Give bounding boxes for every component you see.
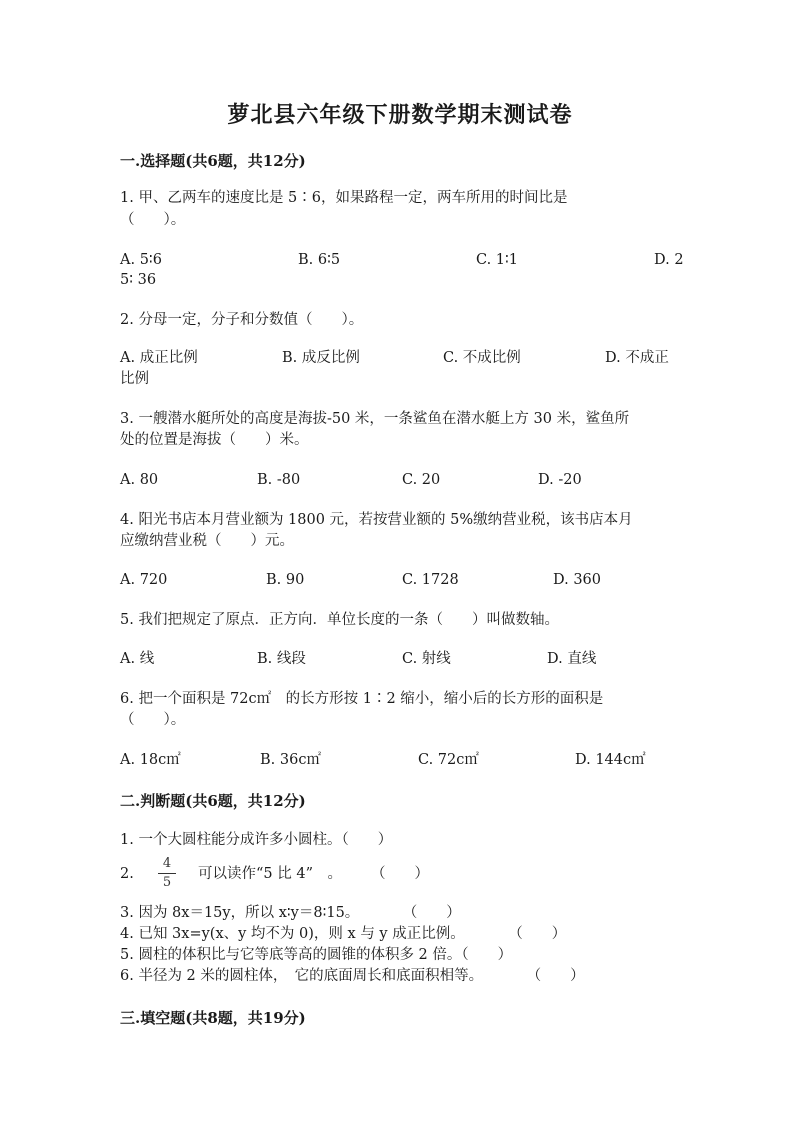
- fraction-bar: [158, 873, 176, 874]
- question-4-option-d: D. 360: [553, 572, 602, 588]
- judgement-6: 6. 半径为 2 米的圆柱体， 它的底面周长和底面积相等。 （ ）: [120, 968, 585, 984]
- fraction-four-fifths: [158, 857, 176, 890]
- judgement-2-number: 2.: [120, 866, 134, 882]
- question-5-option-c: C. 射线: [402, 651, 451, 667]
- question-4-blank: 应缴纳营业税（ ）元。: [120, 533, 294, 549]
- question-3-blank: 处的位置是海拔（ ）米。: [120, 432, 309, 448]
- question-1-option-a: A. 5∶6: [120, 252, 162, 268]
- question-1-blank: （ ）。: [120, 212, 186, 228]
- question-4-option-c: C. 1728: [402, 572, 459, 588]
- question-2-option-a: A. 成正比例: [120, 350, 198, 366]
- question-3-option-d: D. -20: [538, 472, 582, 488]
- judgement-1: 1. 一个大圆柱能分成许多小圆柱。（ ）: [120, 832, 393, 848]
- question-3-text: 3. 一艘潜水艇所处的高度是海拔-50 米，一条鲨鱼在潜水艇上方 30 米，鲨鱼所: [120, 411, 630, 427]
- judgement-3: 3. 因为 8x＝15y，所以 x∶y＝8∶15。 （ ）: [120, 905, 461, 921]
- question-2-option-c: C. 不成比例: [443, 350, 521, 366]
- question-1-text: 1. 甲、乙两车的速度比是 5∶6，如果路程一定，两车所用的时间比是: [120, 190, 568, 206]
- question-5-option-a: A. 线: [120, 651, 155, 667]
- question-4-option-a: A. 720: [120, 572, 168, 588]
- fraction-denominator: 5: [162, 875, 172, 890]
- judgement-2-text: 可以读作“5 比 4” 。 （ ）: [198, 866, 429, 882]
- question-6-option-d: D. 144c㎡: [575, 752, 646, 768]
- question-6-option-c: C. 72c㎡: [418, 752, 479, 768]
- question-6-text: 6. 把一个面积是 72c㎡ 的长方形按 1∶2 缩小，缩小后的长方形的面积是: [120, 691, 604, 707]
- question-5-text: 5. 我们把规定了原点．正方向．单位长度的一条（ ）叫做数轴。: [120, 612, 559, 628]
- question-3-option-c: C. 20: [402, 472, 441, 488]
- judgement-5: 5. 圆柱的体积比与它等底等高的圆锥的体积多 2 倍。（ ）: [120, 947, 513, 963]
- question-1-option-d: D. 2: [654, 252, 684, 268]
- question-6-option-a: A. 18c㎡: [120, 752, 181, 768]
- question-4-option-b: B. 90: [266, 572, 305, 588]
- question-3-option-b: B. -80: [257, 472, 301, 488]
- question-1-option-c: C. 1∶1: [476, 252, 519, 268]
- section-heading-choice: 一.选择题(共6题，共12分): [120, 152, 306, 170]
- judgement-4: 4. 已知 3x=y(x、y 均不为 0)，则 x 与 y 成正比例。 （ ）: [120, 926, 567, 942]
- question-2-option-d-continued: 比例: [120, 371, 149, 387]
- section-heading-fill-in: 三.填空题(共8题，共19分): [120, 1009, 306, 1027]
- question-3-option-a: A. 80: [120, 472, 159, 488]
- question-2-text: 2. 分母一定，分子和分数值（ ）。: [120, 312, 364, 328]
- question-1-option-b: B. 6∶5: [298, 252, 341, 268]
- question-6-option-b: B. 36c㎡: [260, 752, 321, 768]
- question-2-option-b: B. 成反比例: [282, 350, 360, 366]
- question-5-option-d: D. 直线: [547, 651, 597, 667]
- question-5-option-b: B. 线段: [257, 651, 306, 667]
- question-1-option-d-continued: 5∶ 36: [120, 272, 157, 288]
- page-title: 萝北县六年级下册数学期末测试卷: [227, 102, 573, 128]
- section-heading-judgement: 二.判断题(共6题，共12分): [120, 792, 306, 810]
- fraction-numerator: 4: [162, 856, 172, 871]
- question-6-blank: （ ）。: [120, 712, 186, 728]
- question-2-option-d: D. 不成正: [605, 350, 669, 366]
- question-4-text: 4. 阳光书店本月营业额为 1800 元，若按营业额的 5%缴纳营业税，该书店本月: [120, 512, 633, 528]
